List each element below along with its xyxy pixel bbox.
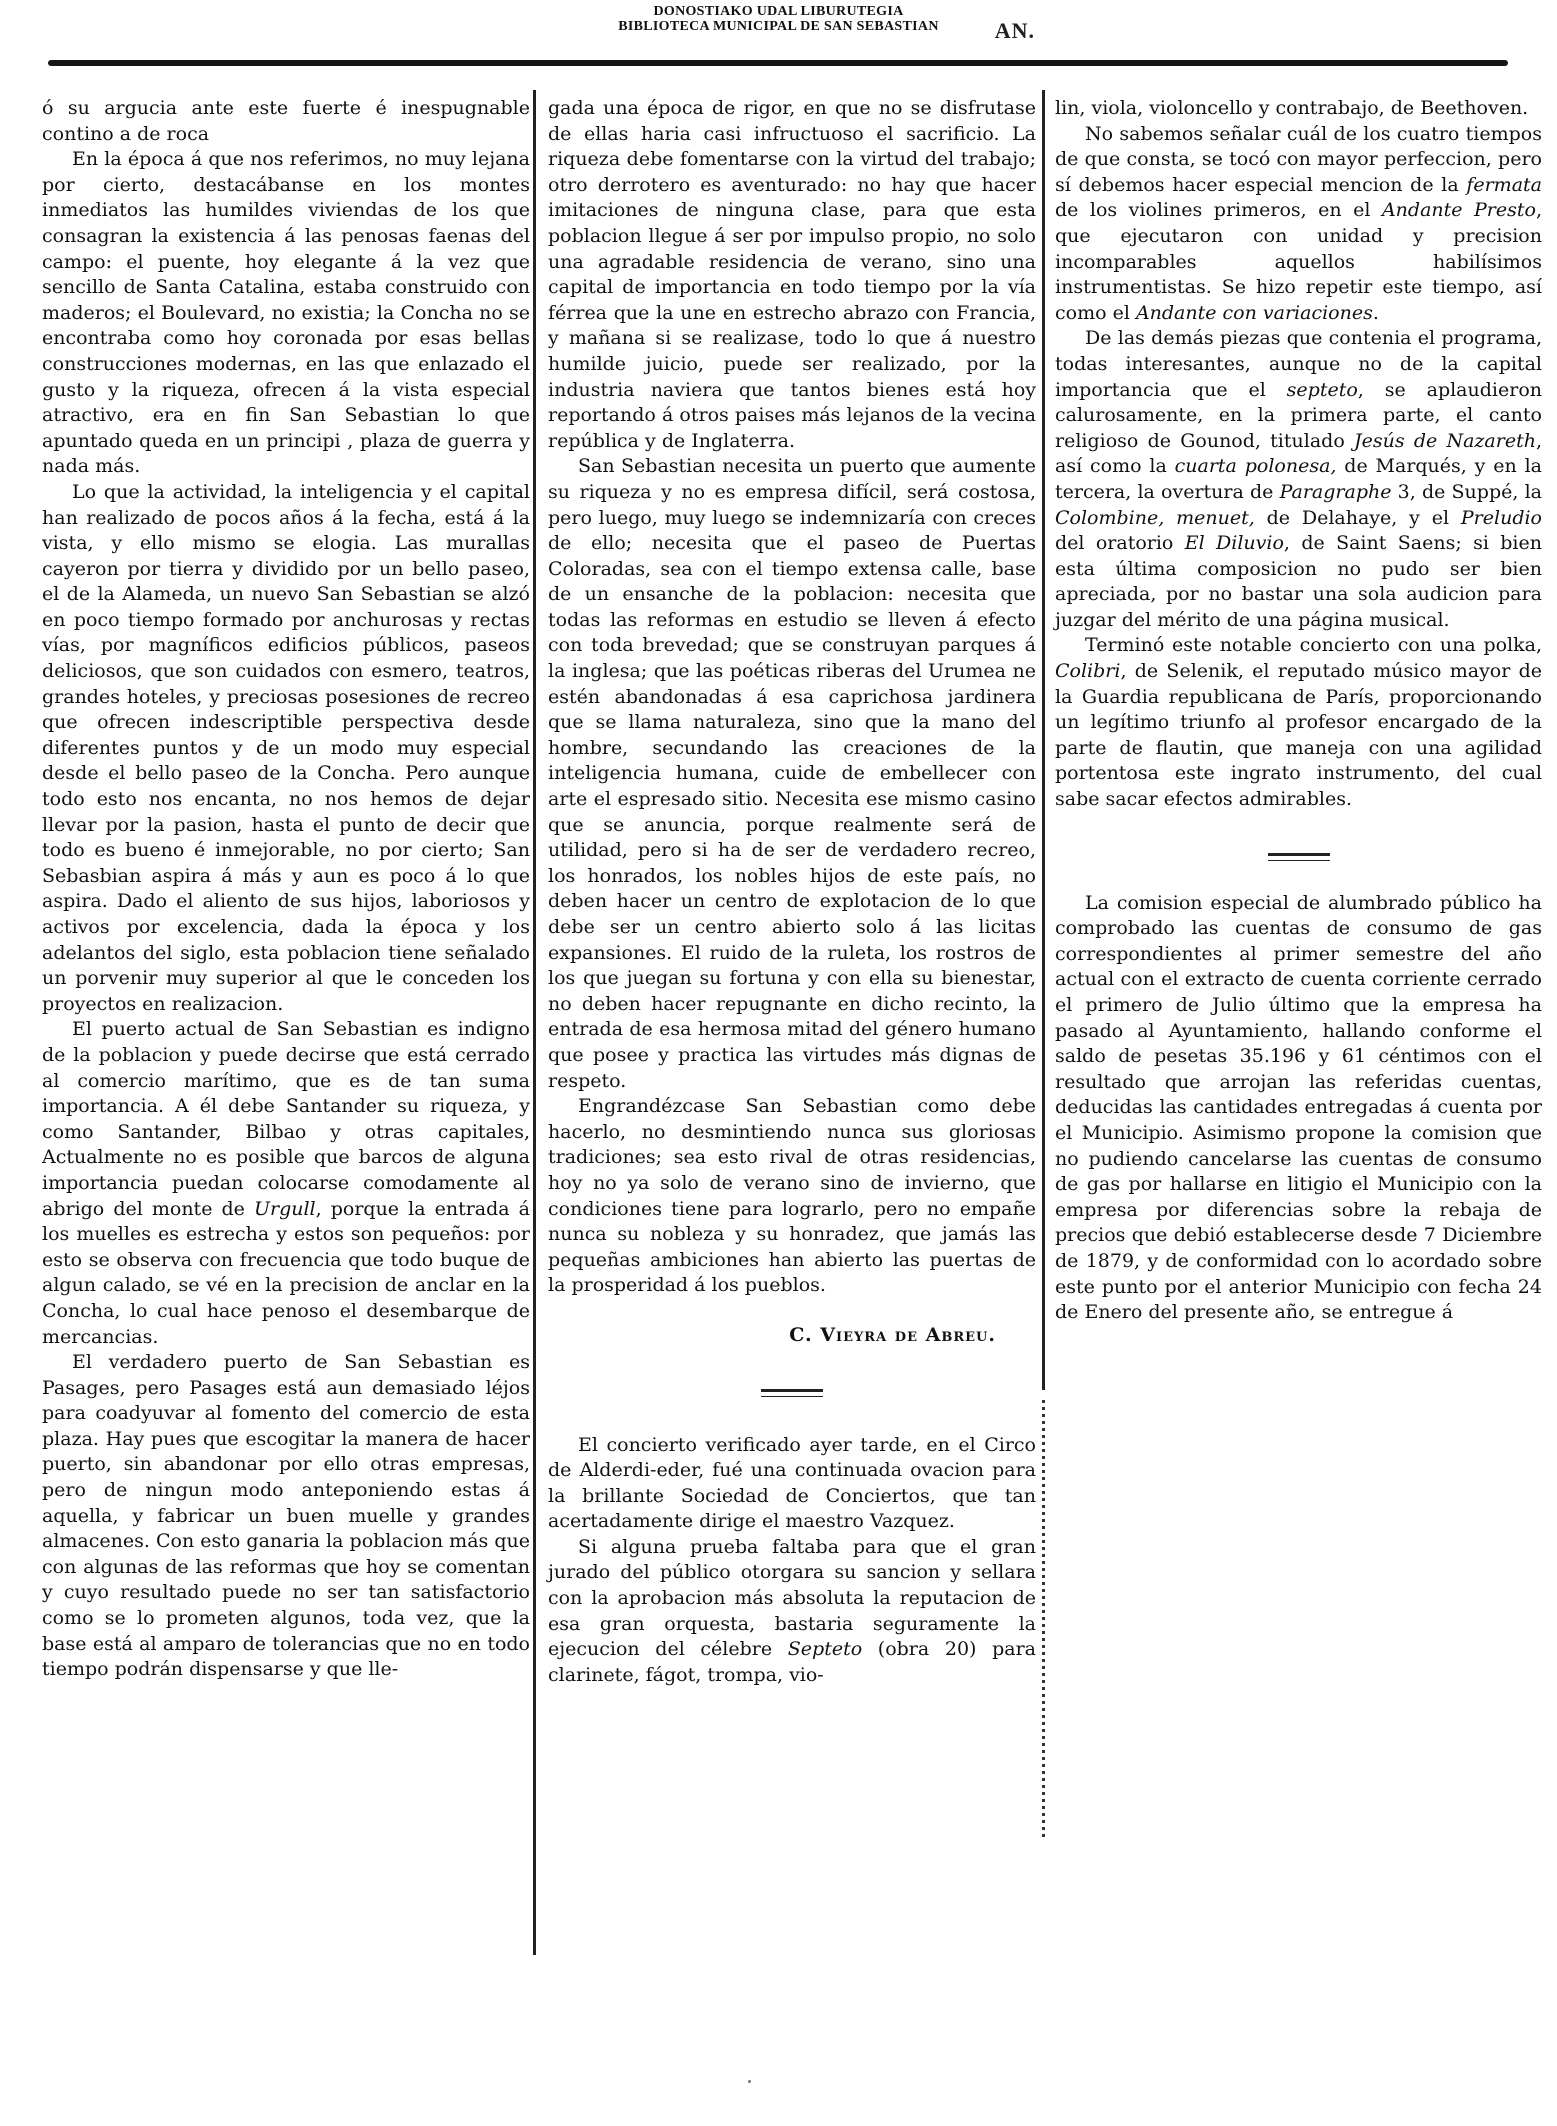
column-2 — [548, 96, 1036, 1688]
text-run: . — [1372, 301, 1379, 324]
text-run: , que ejecutaron con unidad y precision incomparables aquellos habilísimos instrumentistas. Se hizo repetir este tiempo, así como el — [1055, 199, 1542, 324]
italic-term: fermata — [1466, 173, 1542, 196]
column-3 — [1055, 96, 1542, 1326]
text-run: No sabemos señalar cuál de los cuatro tiempos de que consta, se tocó con mayor perfeccion, pero sí debemos hacer especial mencion de la — [1055, 122, 1542, 196]
paragraph: Lo que la actividad, la inteligencia y el capital han realizado de pocos años á la fecha, está á la vista, y ello mismo se elogia. Las murallas cayeron por tierra y dividido por un bello paseo, el de la Alameda, un nuevo San Sebastian se alzó en poco tiempo formado por anchurosas y rectas vías, por magníficos edificios públicos, paseos deliciosos, que son cuidados con esmero, teatros, grandes hoteles, y preciosas posesiones de recreo que ofrecen indescriptible perspectiva desde diferentes puntos y de un modo muy especial desde el bello paseo de la Concha. Pero aunque todo esto nos encanta, no nos hemos de dejar llevar por la pasion, hasta el punto de decir que todo es bueno é inmejorable, no por cierto; San Sebasbian aspira á más y aun es poco á lo que aspira. Dado el aliento de sus hijos, laboriosos y activos por excelencia, dada la época y los adelantos del siglo, esta poblacion tiene señalado un porvenir muy superior al que le conceden los proyectos en realizacion. — [42, 480, 530, 1015]
italic-work-title: septeto — [1286, 378, 1358, 401]
column-divider — [1042, 90, 1045, 1390]
column-1 — [42, 96, 530, 1683]
library-stamp-line-1: DONOSTIAKO UDAL LIBURUTEGIA — [653, 4, 904, 19]
text-run: De las demás piezas que contenia el programa, todas interesantes, aunque no de la capital importancia que el — [1055, 327, 1542, 401]
text-run: Si alguna prueba faltaba para que el gran jurado del público otorgara su sancion y sellara con la aprobacion más absoluta la reputacion de esa gran orquesta, bastaria seguramente la ejecucion del célebre — [548, 1535, 1036, 1661]
text-run: , porque la entrada á los muelles es estrecha y estos son pequeños: por esto se observa con frecuencia que todo buque de algun calado, se vé en la precision de anclar en la Concha, lo cual hace penoso el desembarque de mercancias. — [42, 1197, 530, 1348]
italic-place-name: Urgull — [253, 1197, 316, 1220]
column-divider — [533, 90, 536, 1955]
masthead-fragment — [595, 20, 1035, 40]
paragraph — [1055, 326, 1542, 633]
text-run: 3, de Suppé, la — [1391, 480, 1542, 503]
text-run: El puerto actual de San Sebastian es indigno de la poblacion y puede decirse que está cerrado al comercio marítimo, que es de tan suma importancia. A él debe Santander su riqueza, y como Santander, Bilbao y otras capitales, Actualmente no es posible que barcos de alguna importancia puedan colocarse comodamente al abrigo del monte de — [42, 1018, 530, 1220]
text-run: de Delahaye, y el — [1254, 506, 1461, 529]
article-separator — [761, 1389, 823, 1397]
text-run: de Marqués, y en la tercera, la overtura de — [1055, 455, 1542, 503]
paragraph — [42, 1017, 530, 1350]
paragraph: gada una época de rigor, en que no se disfrutase de ellas haria casi infructuoso el sacrificio. La riqueza debe fomentarse con la virtud del trabajo; otro derrotero es aventurado: no hay que hacer imitaciones de ninguna clase, para que esta poblacion llegue á ser por impulso propio, no solo una agradable residencia de verano, sino una capital de importancia en todo tiempo por la vía férrea que la une en estrecho abrazo con Francia, y mañana si se realizase, todo lo que á nuestro humilde juicio, puede ser realizado, por la industria naviera que tantos bienes está hoy reportando á otros paises más lejanos de la vecina república y de Inglaterra. — [548, 97, 1036, 452]
column-divider-dotted — [1042, 1400, 1045, 1840]
italic-work-title: cuarta polonesa, — [1174, 455, 1337, 478]
paragraph: El concierto verificado ayer tarde, en el Circo de Alderdi-eder, fué una continuada ovacion para la brillante Sociedad de Conciertos, que tan acertadamente dirige el maestro Vazquez. — [548, 1433, 1036, 1533]
text-run: de los violines primeros, en el — [1055, 199, 1382, 222]
header-rule — [48, 60, 1508, 66]
italic-work-title: Jesús de Nazareth — [1354, 429, 1536, 452]
paragraph: lin, viola, violoncello y contrabajo, de Beethoven. — [1055, 97, 1529, 119]
paragraph: En la época á que nos referimos, no muy lejana por cierto, destacábanse en los montes inmediatos las humildes viviendas de los que consagran la existencia á las penosas faenas del campo: el puente, hoy elegante á la vez que sencillo de Santa Catalina, estaba construido con maderos; el Boulevard, no existia; la Concha no se encontraba como hoy coronada por esas bellas construcciones modernas, en las que enlazado el gusto y la riqueza, ofrecen á la vista especial atractivo, era en fin San Sebastian lo que apuntado queda en un principi , plaza de guerra y nada más. — [42, 148, 530, 478]
italic-work-title: El Diluvio — [1184, 532, 1284, 555]
italic-work-title: Paragraphe — [1279, 480, 1392, 503]
paragraph — [1055, 633, 1542, 812]
italic-work-title: Colibri — [1055, 660, 1121, 683]
text-run: del oratorio — [1055, 532, 1185, 555]
text-run: (obra 20) para clarinete, fágot, trompa, vio- — [548, 1638, 1036, 1686]
italic-work-title: Septeto — [787, 1638, 863, 1661]
paragraph: La comision especial de alumbrado público ha comprobado las cuentas de consumo de gas correspondientes al primer semestre del año actual con el extracto de cuenta corriente cerrado el primero de Julio último que la empresa ha pasado al Ayuntamiento, hallando conforme el saldo de pesetas 35.196 y 61 céntimos con el resultado que arrojan las referidas cuentas, deducidas las cantidades entregadas á cuenta por el Municipio. Asimismo propone la comision que no pudiendo cancelarse las cuentas de consumo de gas por hallarse en litigio el Municipio con la empresa por diferencias sobre la rebaja de precios que debió establecerse desde 7 Diciembre de 1879, y de conformidad con lo acordado sobre este punto por el anterior Municipio con fecha 24 de Enero del presente año, se entregue á — [1055, 891, 1542, 1324]
text-run: , así como la — [1055, 429, 1543, 478]
text-run: , de Selenik, el reputado músico mayor de la Guardia republicana de París, proporcionando un legítimo triunfo al profesor encargado de la parte de flautin, que maneja con una agilidad portentosa este ingrato instrumento, del cual sabe sacar efectos admirables. — [1055, 660, 1542, 811]
paragraph — [548, 1535, 1036, 1689]
italic-work-title: Colombine, menuet, — [1055, 506, 1255, 529]
paragraph: El verdadero puerto de San Sebastian es Pasages, pero Pasages está aun demasiado léjos para coadyuvar al fomento del comercio de esta plaza. Hay pues que escogitar la manera de hacer puerto, sin abandonar por ello otras empresas, pero de ningun modo anteponiendo estas á aquella, y fabricar un buen muelle y grandes almacenes. Con esto ganaria la poblacion más que con algunas de las reformas que hoy se comentan y cuyo resultado puede no ser tan satisfactorio como se lo prometen algunos, toda vez, que la base está al amparo de tolerancias que no en todo tiempo podrán dispensarse y que lle- — [42, 1351, 530, 1681]
library-stamp-line-2: BIBLIOTECA MUNICIPAL DE SAN SEBASTIAN — [618, 19, 939, 34]
italic-work-title: Preludio — [1460, 506, 1542, 529]
paragraph — [1055, 122, 1542, 327]
text-run: Terminó este notable concierto con una polka, — [1085, 634, 1542, 657]
paper-speck — [748, 2080, 751, 2083]
paragraph: ó su argucia ante este fuerte é inespugnable contino a de roca — [42, 97, 530, 145]
italic-movement: Andante con variaciones — [1135, 301, 1373, 324]
paragraph: Engrandézcase San Sebastian como debe hacerlo, no desmintiendo nunca sus gloriosas tradiciones; sea esto rival de otras residencias, hoy no ya solo de verano sino de invierno, que condiciones tiene para lograrlo, pero no empañe nunca su nobleza y su honradez, que jamás las pequeñas ambiciones han abierto las puertas de la prosperidad á los pueblos. — [548, 1095, 1036, 1297]
text-run: , se aplaudieron calurosamente, en la primera parte, el canto religioso de Gounod, titulado — [1055, 378, 1542, 452]
italic-movement: Andante Presto — [1381, 199, 1536, 222]
text-run: , de Saint Saens; si bien esta última composicion no pudo ser bien apreciada, por no bastar una sola audicion para juzgar del mérito de una página musical. — [1055, 532, 1542, 631]
paragraph: San Sebastian necesita un puerto que aumente su riqueza y no es empresa difícil, será costosa, pero luego, muy luego se indemnizaría con creces de ello; necesita que el paseo de Puertas Coloradas, sea con el tiempo extensa calle, base de un ensanche de la poblacion: necesita que todas las reformas en estudio se lleven á efecto con toda brevedad; que se construyan parques á la inglesa; que las poéticas riberas del Urumea ne estén abandonadas á esa caprichosa jardinera que se llama naturaleza, sino que la mano del hombre, secundando las creaciones de la inteligencia humana, cuide de embellecer con arte el espresado sitio. Necesita ese mismo casino que se anuncia, porque realmente será de utilidad, pero si ha de ser de verdadero recreo, los honrados, los nobles hijos de este país, no deben hacer un centro de explotacion de lo que debe ser un centro abierto solo á las licitas expansiones. El ruido de la ruleta, los rostros de los que juegan su fortuna y con ella su bienestar, no deben hacer repugnante en dicho recinto, la entrada de esa hermosa mitad del género humano que posee y practica las virtudes más dignas de respeto. — [548, 455, 1036, 1092]
author-signature: C. Vieyra de Abreu. — [789, 1323, 996, 1346]
masthead-fragment-text: AN. — [994, 20, 1035, 40]
article-separator — [1268, 853, 1330, 861]
